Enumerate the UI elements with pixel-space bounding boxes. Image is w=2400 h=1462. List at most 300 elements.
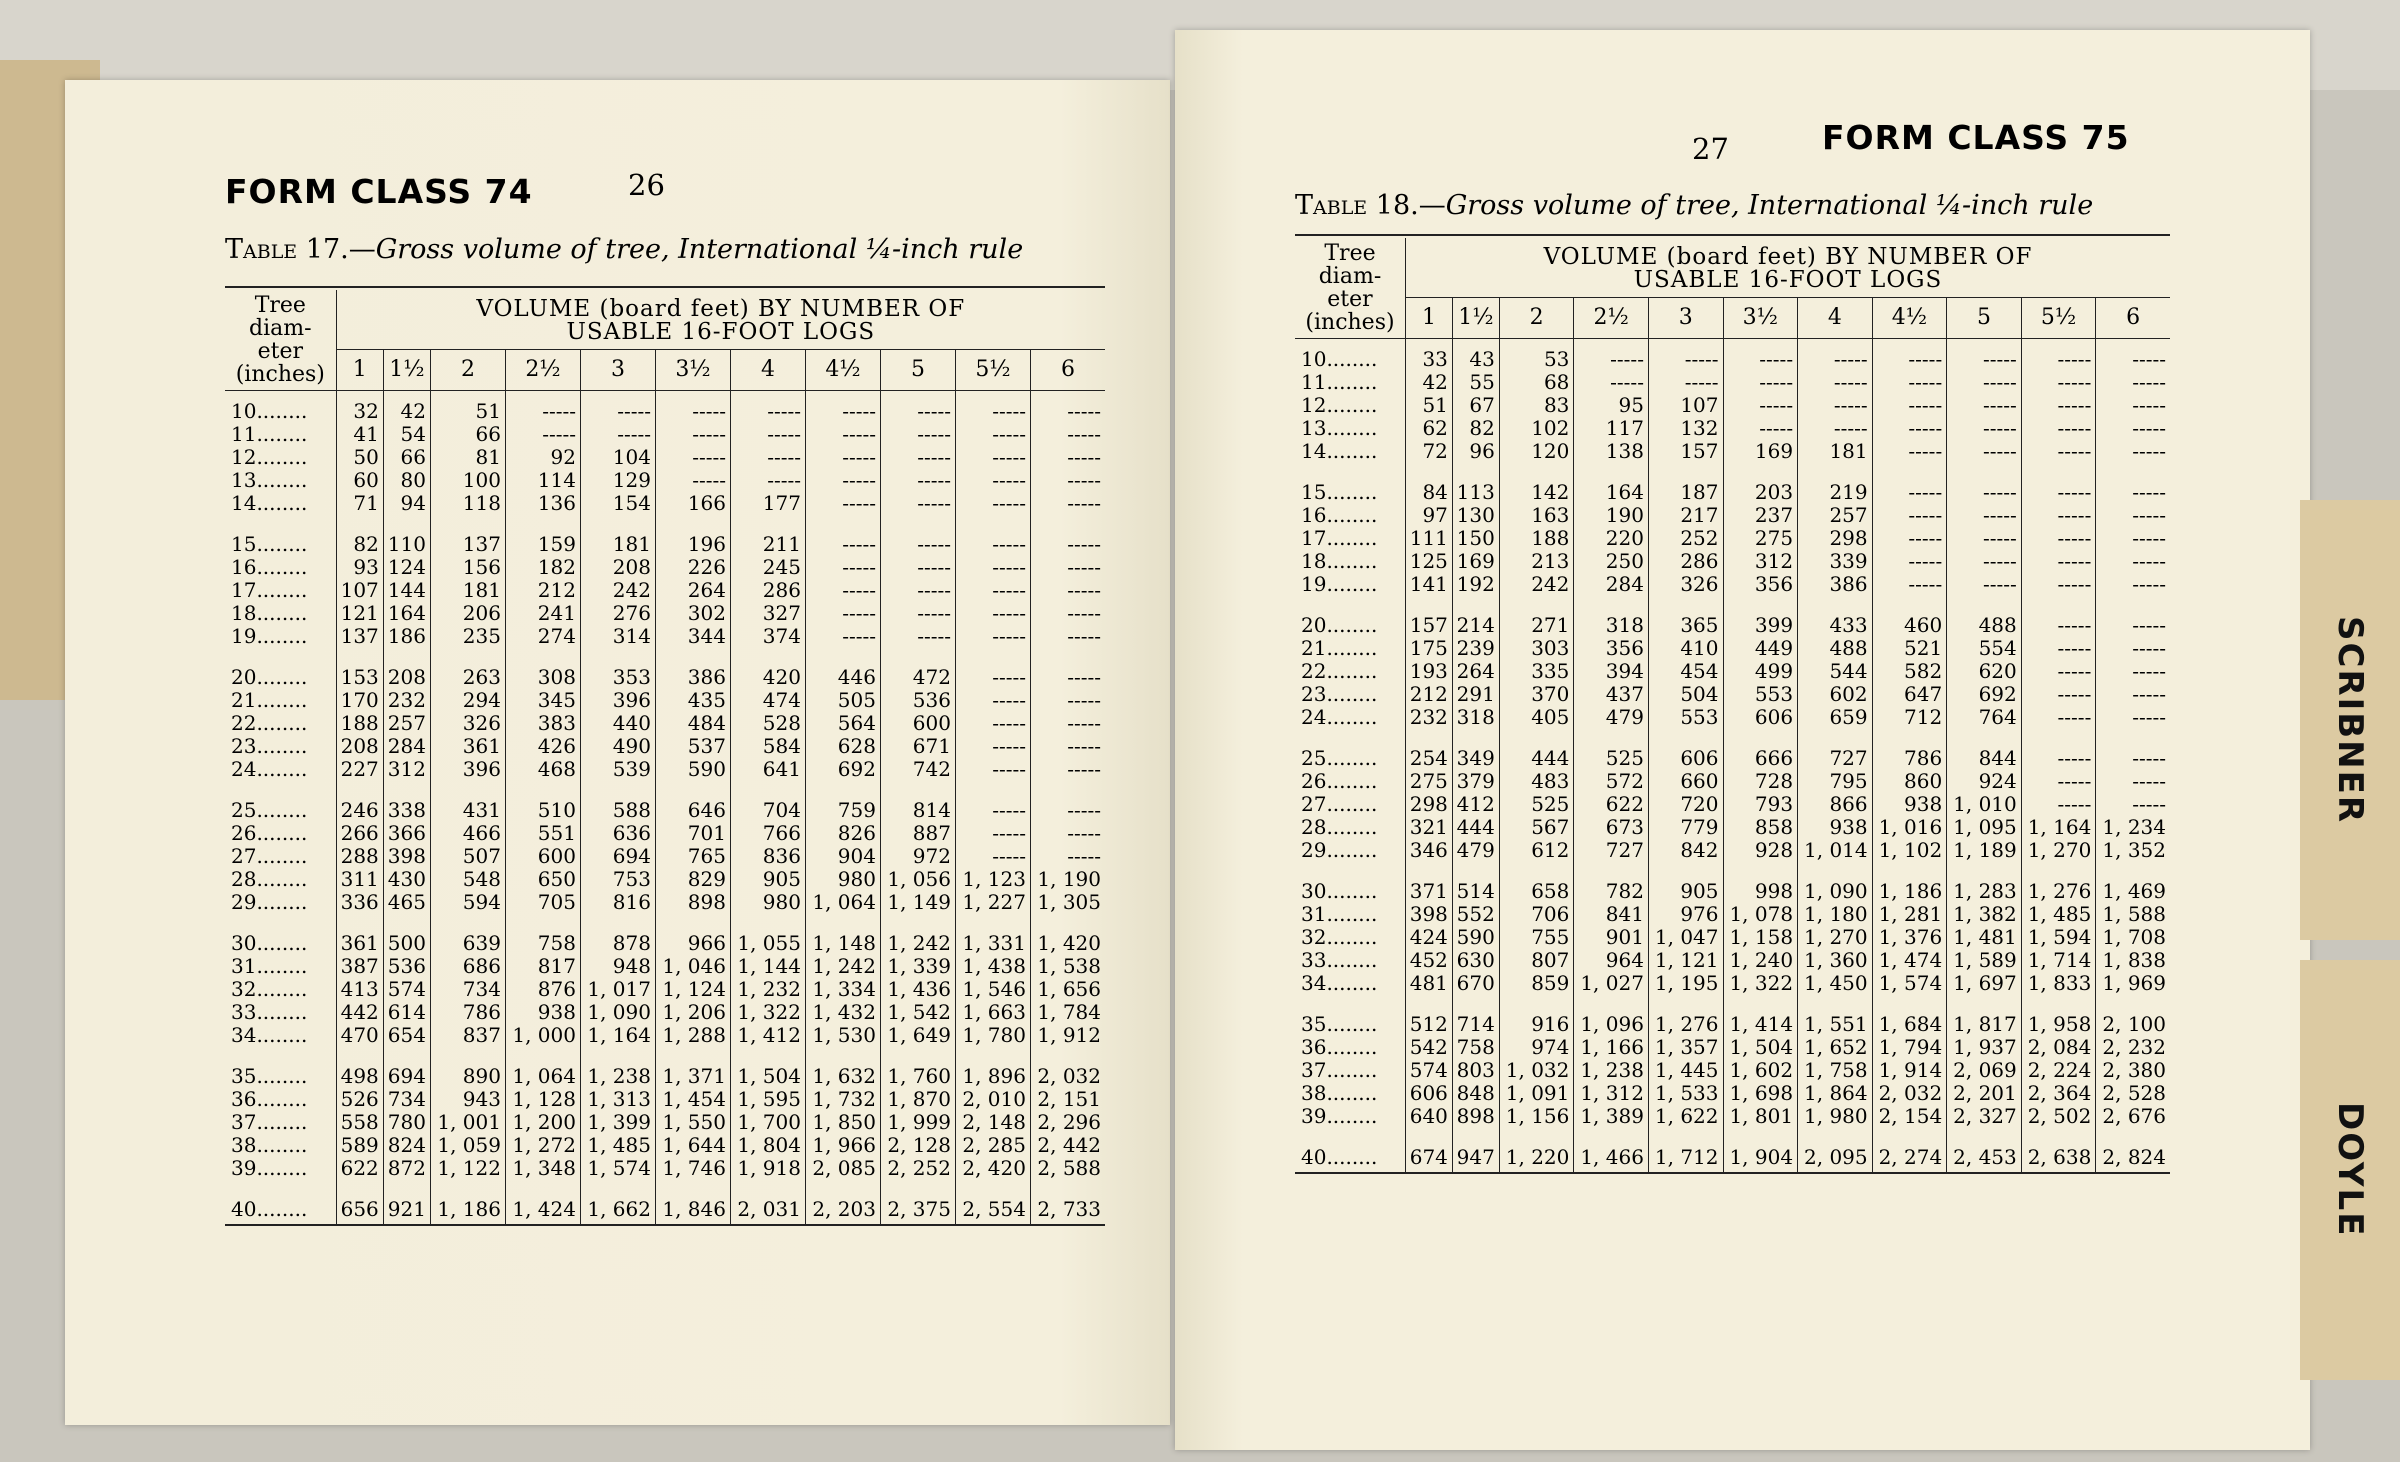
volume-cell: ----- <box>1872 549 1947 572</box>
volume-cell: 257 <box>1798 503 1873 526</box>
volume-cell: 208 <box>336 734 383 757</box>
diameter-value: 10 <box>1301 346 1327 371</box>
volume-cell: ----- <box>955 468 1030 491</box>
diameter-value: 40 <box>231 1196 257 1221</box>
volume-cell: 370 <box>1499 682 1574 705</box>
volume-cell: 1, 046 <box>655 954 730 977</box>
volume-cell: 164 <box>383 601 430 624</box>
leader-dots: ........ <box>1326 1011 1378 1036</box>
diameter-cell <box>225 445 336 468</box>
volume-group-header <box>336 290 1105 350</box>
volume-cell: 138 <box>1574 439 1649 462</box>
volume-cell: ----- <box>880 532 955 555</box>
volume-cell: 68 <box>1499 370 1574 393</box>
leader-dots: ........ <box>1326 392 1378 417</box>
volume-cell: 181 <box>580 532 655 555</box>
volume-cell: 365 <box>1648 613 1723 636</box>
leader-dots: ........ <box>1326 525 1378 550</box>
volume-cell: 848 <box>1452 1081 1499 1104</box>
diameter-cell <box>225 1000 336 1023</box>
volume-cell: 51 <box>430 391 505 423</box>
volume-cell: 437 <box>1574 682 1649 705</box>
volume-cell: 490 <box>580 734 655 757</box>
volume-cell: 1, 090 <box>580 1000 655 1023</box>
volume-cell: 50 <box>336 445 383 468</box>
leader-dots: ........ <box>1326 502 1378 527</box>
leader-dots: ........ <box>1326 571 1378 596</box>
volume-cell: 286 <box>1648 549 1723 572</box>
volume-cell: 2, 588 <box>1030 1156 1105 1179</box>
volume-cell: ----- <box>1030 734 1105 757</box>
leader-dots: ........ <box>1326 947 1378 972</box>
diameter-cell <box>225 890 336 913</box>
volume-cell: 163 <box>1499 503 1574 526</box>
volume-cell: 692 <box>805 757 880 780</box>
diameter-cell <box>1295 572 1405 595</box>
volume-cell: 567 <box>1499 815 1574 838</box>
volume-cell: 498 <box>336 1064 383 1087</box>
leader-dots: ........ <box>256 623 308 648</box>
diameter-value: 29 <box>1301 837 1327 862</box>
diameter-cell <box>1295 1104 1405 1127</box>
volume-cell: 639 <box>430 931 505 954</box>
volume-cell: 356 <box>1723 572 1798 595</box>
volume-cell: 1, 102 <box>1872 838 1947 861</box>
diameter-cell <box>1295 682 1405 705</box>
volume-cell: 444 <box>1452 815 1499 838</box>
volume-cell: 2, 100 <box>2096 1012 2170 1035</box>
volume-cell: 374 <box>730 624 805 647</box>
leader-dots: ........ <box>1326 970 1378 995</box>
volume-cell: 440 <box>580 711 655 734</box>
volume-cell: 553 <box>1648 705 1723 728</box>
volume-cell: 572 <box>1574 769 1649 792</box>
tree-header-line: (inches) <box>1305 310 1395 336</box>
volume-cell: 298 <box>1798 526 1873 549</box>
volume-cell: 1, 283 <box>1947 879 2022 902</box>
volume-cell: ----- <box>2096 792 2170 815</box>
volume-cell: ----- <box>655 391 730 423</box>
volume-cell: 120 <box>1499 439 1574 462</box>
table-row <box>225 688 1105 711</box>
volume-cell: ----- <box>1798 393 1873 416</box>
left-form-class-title: FORM CLASS 74 <box>225 172 533 211</box>
volume-cell: 554 <box>1947 636 2022 659</box>
volume-cell: ----- <box>1947 526 2022 549</box>
volume-cell: 686 <box>430 954 505 977</box>
volume-cell: 254 <box>1405 746 1452 769</box>
tree-diameter-header <box>225 290 336 391</box>
volume-cell: ----- <box>955 601 1030 624</box>
volume-cell: 876 <box>505 977 580 1000</box>
volume-cell: ----- <box>1872 393 1947 416</box>
volume-cell: ----- <box>805 624 880 647</box>
volume-cell: 371 <box>1405 879 1452 902</box>
thumb-index-tab-scribner[interactable] <box>2300 500 2400 940</box>
volume-cell: 318 <box>1452 705 1499 728</box>
volume-cell: 636 <box>580 821 655 844</box>
volume-cell: 622 <box>336 1156 383 1179</box>
diameter-value: 30 <box>231 930 257 955</box>
volume-cell: 1, 091 <box>1499 1081 1574 1104</box>
volume-cell: 507 <box>430 844 505 867</box>
leader-dots: ........ <box>1326 369 1378 394</box>
diameter-cell <box>1295 1058 1405 1081</box>
volume-cell: 504 <box>1648 682 1723 705</box>
table-row <box>1295 480 2170 503</box>
table-row <box>225 601 1105 624</box>
volume-cell: 1, 186 <box>430 1197 505 1225</box>
volume-cell: 188 <box>1499 526 1574 549</box>
volume-cell: 107 <box>336 578 383 601</box>
table-row <box>1295 393 2170 416</box>
table-row <box>225 555 1105 578</box>
volume-cell: 548 <box>430 867 505 890</box>
volume-cell: 646 <box>655 798 730 821</box>
volume-cell: ----- <box>2021 370 2096 393</box>
volume-cell: ----- <box>955 844 1030 867</box>
volume-cell: 782 <box>1574 879 1649 902</box>
volume-cell: 898 <box>655 890 730 913</box>
volume-cell: 1, 270 <box>2021 838 2096 861</box>
volume-cell: 500 <box>383 931 430 954</box>
leader-dots: ........ <box>256 930 308 955</box>
diameter-value: 15 <box>231 531 257 556</box>
leader-dots: ........ <box>1326 1057 1378 1082</box>
table-row <box>225 422 1105 445</box>
volume-cell: ----- <box>955 532 1030 555</box>
volume-cell: 1, 870 <box>880 1087 955 1110</box>
volume-cell: 1, 272 <box>505 1133 580 1156</box>
volume-cell: 446 <box>805 665 880 688</box>
volume-cell: 1, 760 <box>880 1064 955 1087</box>
table-row <box>1295 838 2170 861</box>
volume-cell: 574 <box>383 977 430 1000</box>
volume-cell: 816 <box>580 890 655 913</box>
volume-cell: 1, 574 <box>580 1156 655 1179</box>
volume-cell: ----- <box>805 578 880 601</box>
table-row <box>225 1133 1105 1156</box>
volume-cell: 193 <box>1405 659 1452 682</box>
volume-cell: ----- <box>1872 339 1947 371</box>
volume-cell: 2, 203 <box>805 1197 880 1225</box>
volume-cell: 758 <box>505 931 580 954</box>
volume-cell: 284 <box>383 734 430 757</box>
table-row <box>1295 1104 2170 1127</box>
volume-cell: 671 <box>880 734 955 757</box>
volume-cell: ----- <box>880 468 955 491</box>
diameter-cell <box>1295 838 1405 861</box>
volume-cell: 318 <box>1574 613 1649 636</box>
diameter-cell <box>1295 902 1405 925</box>
volume-cell: ----- <box>2021 416 2096 439</box>
volume-cell: 335 <box>1499 659 1574 682</box>
volume-cell: 1, 595 <box>730 1087 805 1110</box>
volume-cell: 420 <box>730 665 805 688</box>
volume-cell: 284 <box>1574 572 1649 595</box>
volume-cell: 537 <box>655 734 730 757</box>
diameter-cell <box>1295 416 1405 439</box>
volume-cell: 2, 128 <box>880 1133 955 1156</box>
volume-cell: ----- <box>1030 555 1105 578</box>
volume-cell: 734 <box>383 1087 430 1110</box>
volume-cell: ----- <box>955 391 1030 423</box>
volume-cell: 386 <box>655 665 730 688</box>
volume-cell: 803 <box>1452 1058 1499 1081</box>
volume-cell: 594 <box>430 890 505 913</box>
volume-cell: 454 <box>1648 659 1723 682</box>
volume-cell: ----- <box>955 422 1030 445</box>
leader-dots: ........ <box>1326 814 1378 839</box>
volume-cell: 510 <box>505 798 580 821</box>
diameter-value: 18 <box>1301 548 1327 573</box>
diameter-cell <box>225 1133 336 1156</box>
diameter-value: 20 <box>231 664 257 689</box>
volume-cell: 481 <box>1405 971 1452 994</box>
volume-cell: 466 <box>430 821 505 844</box>
volume-cell: ----- <box>955 798 1030 821</box>
volume-cell: 1, 652 <box>1798 1035 1873 1058</box>
volume-cell: 166 <box>655 491 730 514</box>
volume-cell: 1, 000 <box>505 1023 580 1046</box>
volume-cell: 628 <box>805 734 880 757</box>
volume-cell: 1, 420 <box>1030 931 1105 954</box>
volume-cell: ----- <box>955 821 1030 844</box>
volume-cell: 361 <box>430 734 505 757</box>
leader-dots: ........ <box>1326 1080 1378 1105</box>
volume-cell: 866 <box>1798 792 1873 815</box>
table-row <box>225 445 1105 468</box>
volume-cell: 1, 481 <box>1947 925 2022 948</box>
table-row <box>1295 370 2170 393</box>
volume-cell: 943 <box>430 1087 505 1110</box>
volume-cell: 1, 684 <box>1872 1012 1947 1035</box>
log-count-header: 4½ <box>1872 298 1947 339</box>
leader-dots: ........ <box>1326 768 1378 793</box>
volume-cell: 212 <box>1405 682 1452 705</box>
volume-cell: 1, 027 <box>1574 971 1649 994</box>
volume-cell: 252 <box>1648 526 1723 549</box>
volume-cell: 904 <box>805 844 880 867</box>
volume-cell: ----- <box>955 757 1030 780</box>
diameter-value: 30 <box>1301 878 1327 903</box>
volume-cell: 1, 056 <box>880 867 955 890</box>
tree-header-line: eter <box>257 339 303 365</box>
volume-cell: 327 <box>730 601 805 624</box>
volume-cell: 82 <box>1452 416 1499 439</box>
volume-cell: 275 <box>1405 769 1452 792</box>
diameter-cell <box>225 798 336 821</box>
volume-cell: 226 <box>655 555 730 578</box>
volume-cell: 232 <box>383 688 430 711</box>
volume-cell: 1, 180 <box>1798 902 1873 925</box>
log-count-header: 3 <box>580 350 655 391</box>
volume-cell: ----- <box>1723 339 1798 371</box>
volume-cell: 901 <box>1574 925 1649 948</box>
volume-cell: 474 <box>730 688 805 711</box>
volume-cell: ----- <box>805 555 880 578</box>
diameter-value: 19 <box>1301 571 1327 596</box>
volume-cell: 190 <box>1574 503 1649 526</box>
volume-cell: 564 <box>805 711 880 734</box>
volume-cell: 326 <box>1648 572 1723 595</box>
volume-cell: 1, 530 <box>805 1023 880 1046</box>
volume-cell: 137 <box>336 624 383 647</box>
volume-cell: 1, 698 <box>1723 1081 1798 1104</box>
volume-cell: 552 <box>1452 902 1499 925</box>
diameter-cell <box>1295 503 1405 526</box>
volume-cell: 413 <box>336 977 383 1000</box>
diameter-cell <box>225 821 336 844</box>
volume-cell: 2, 296 <box>1030 1110 1105 1133</box>
volume-cell: 590 <box>1452 925 1499 948</box>
volume-cell: 1, 124 <box>655 977 730 1000</box>
diameter-value: 13 <box>1301 415 1327 440</box>
diameter-cell <box>1295 815 1405 838</box>
volume-cell: 141 <box>1405 572 1452 595</box>
volume-cell: 1, 538 <box>1030 954 1105 977</box>
volume-cell: 1, 376 <box>1872 925 1947 948</box>
diameter-value: 22 <box>231 710 257 735</box>
table-row <box>1295 416 2170 439</box>
volume-cell: 92 <box>505 445 580 468</box>
volume-cell: 2, 232 <box>2096 1035 2170 1058</box>
volume-cell: 60 <box>336 468 383 491</box>
diameter-cell <box>1295 1035 1405 1058</box>
log-count-header: 2 <box>430 350 505 391</box>
log-count-header: 1½ <box>1452 298 1499 339</box>
volume-cell: 1, 912 <box>1030 1023 1105 1046</box>
volume-cell: 187 <box>1648 480 1723 503</box>
leader-dots: ........ <box>256 421 308 446</box>
diameter-value: 11 <box>1301 369 1327 394</box>
diameter-cell <box>225 601 336 624</box>
diameter-cell <box>1295 792 1405 815</box>
thumb-index-tab-doyle[interactable] <box>2300 960 2400 1380</box>
volume-cell: 712 <box>1872 705 1947 728</box>
leader-dots: ........ <box>256 733 308 758</box>
volume-cell: 704 <box>730 798 805 821</box>
volume-cell: 1, 010 <box>1947 792 2022 815</box>
row-group-spacer <box>225 514 1105 532</box>
volume-cell: 1, 001 <box>430 1110 505 1133</box>
diameter-value: 17 <box>1301 525 1327 550</box>
table-row <box>225 757 1105 780</box>
table-row <box>1295 1145 2170 1173</box>
leader-dots: ........ <box>256 797 308 822</box>
volume-cell: 640 <box>1405 1104 1452 1127</box>
volume-cell: ----- <box>2021 393 2096 416</box>
volume-cell: ----- <box>880 422 955 445</box>
volume-header-line: VOLUME (board feet) BY NUMBER OF <box>476 295 966 322</box>
volume-cell: 528 <box>730 711 805 734</box>
volume-cell: 142 <box>1499 480 1574 503</box>
volume-cell: 2, 031 <box>730 1197 805 1225</box>
volume-cell: ----- <box>2096 659 2170 682</box>
row-group-spacer <box>1295 994 2170 1012</box>
diameter-value: 18 <box>231 600 257 625</box>
diameter-cell <box>225 844 336 867</box>
row-group-spacer <box>225 647 1105 665</box>
diameter-value: 24 <box>231 756 257 781</box>
volume-cell: 66 <box>383 445 430 468</box>
volume-cell: 484 <box>655 711 730 734</box>
volume-cell: 2, 252 <box>880 1156 955 1179</box>
log-count-header: 3½ <box>655 350 730 391</box>
volume-cell: 449 <box>1723 636 1798 659</box>
volume-cell: 170 <box>336 688 383 711</box>
volume-cell: ----- <box>2096 613 2170 636</box>
volume-cell: 1, 270 <box>1798 925 1873 948</box>
volume-cell: 113 <box>1452 480 1499 503</box>
diameter-value: 16 <box>1301 502 1327 527</box>
leader-dots: ........ <box>1326 548 1378 573</box>
volume-cell: 1, 732 <box>805 1087 880 1110</box>
volume-cell: 1, 550 <box>655 1110 730 1133</box>
volume-cell: 398 <box>1405 902 1452 925</box>
volume-cell: 1, 238 <box>580 1064 655 1087</box>
volume-cell: 271 <box>1499 613 1574 636</box>
volume-cell: 606 <box>1723 705 1798 728</box>
diameter-cell <box>1295 370 1405 393</box>
volume-cell: 2, 638 <box>2021 1145 2096 1173</box>
volume-cell: 345 <box>505 688 580 711</box>
volume-cell: 2, 085 <box>805 1156 880 1179</box>
log-count-header: 5 <box>1947 298 2022 339</box>
table-row <box>1295 439 2170 462</box>
volume-cell: 938 <box>1798 815 1873 838</box>
volume-cell: 1, 360 <box>1798 948 1873 971</box>
row-group-spacer <box>225 1179 1105 1197</box>
volume-cell: ----- <box>1947 416 2022 439</box>
diameter-cell <box>1295 339 1405 371</box>
volume-cell: 1, 969 <box>2096 971 2170 994</box>
volume-cell: ----- <box>1030 601 1105 624</box>
volume-cell: 84 <box>1405 480 1452 503</box>
volume-cell: 288 <box>336 844 383 867</box>
volume-cell: 159 <box>505 532 580 555</box>
volume-cell: ----- <box>730 422 805 445</box>
volume-cell: ----- <box>1030 688 1105 711</box>
volume-cell: 157 <box>1405 613 1452 636</box>
diameter-cell <box>225 422 336 445</box>
volume-cell: 303 <box>1499 636 1574 659</box>
volume-cell: 499 <box>1723 659 1798 682</box>
volume-cell: ----- <box>1947 549 2022 572</box>
volume-cell: 386 <box>1798 572 1873 595</box>
volume-cell: 43 <box>1452 339 1499 371</box>
volume-cell: 1, 158 <box>1723 925 1798 948</box>
volume-cell: ----- <box>1872 416 1947 439</box>
diameter-value: 14 <box>231 490 257 515</box>
volume-cell: 1, 166 <box>1574 1035 1649 1058</box>
volume-cell: 1, 780 <box>955 1023 1030 1046</box>
volume-cell: ----- <box>2021 439 2096 462</box>
volume-cell: ----- <box>880 601 955 624</box>
left-caption-title: Gross volume of tree, International ¼-inch rule <box>375 234 1024 265</box>
volume-cell: 542 <box>1405 1035 1452 1058</box>
diameter-cell <box>225 1156 336 1179</box>
diameter-value: 39 <box>1301 1103 1327 1128</box>
volume-cell: 1, 424 <box>505 1197 580 1225</box>
volume-cell: ----- <box>1030 711 1105 734</box>
volume-cell: 727 <box>1798 746 1873 769</box>
leader-dots: ........ <box>256 976 308 1001</box>
volume-cell: 670 <box>1452 971 1499 994</box>
right-page-number: 27 <box>1692 132 1729 166</box>
volume-cell: 1, 838 <box>2096 948 2170 971</box>
volume-cell: 311 <box>336 867 383 890</box>
